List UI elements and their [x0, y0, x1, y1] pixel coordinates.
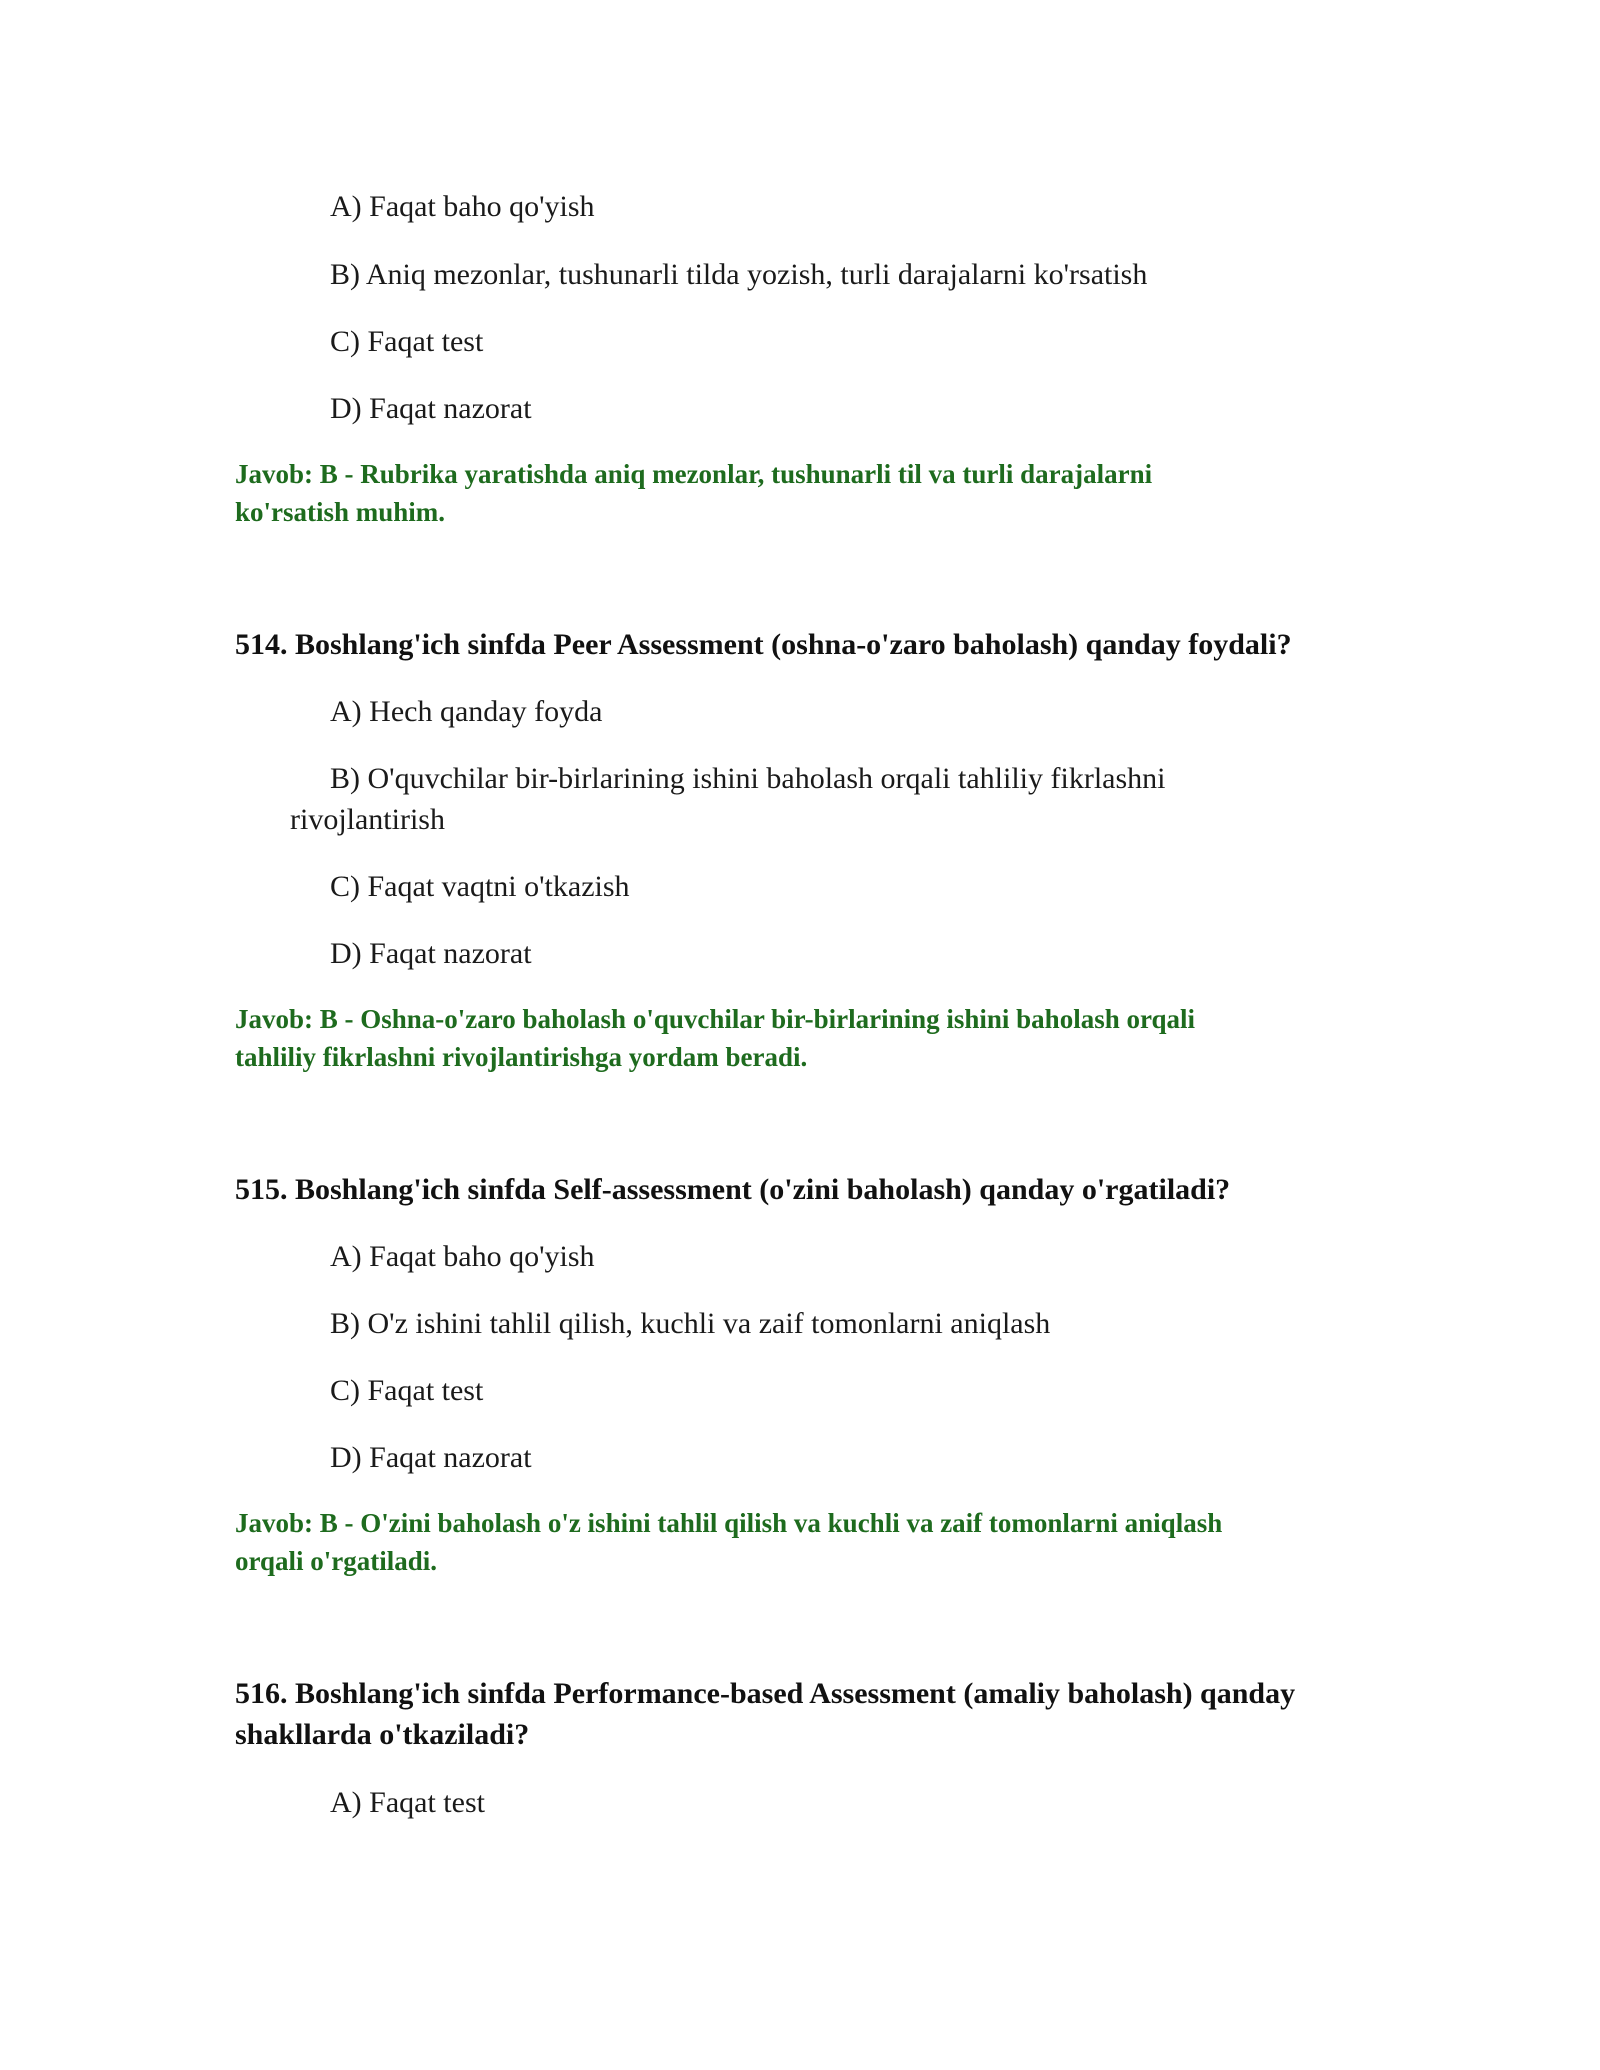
option-a-516: A) Faqat test	[330, 1786, 485, 1819]
answer-514	[235, 1000, 1365, 1076]
option-c-514: C) Faqat vaqtni o'tkazish	[330, 870, 630, 903]
option-d-514: D) Faqat nazorat	[330, 937, 532, 970]
option-a-515: A) Faqat baho qo'yish	[330, 1240, 595, 1273]
option-c-515: C) Faqat test	[330, 1374, 484, 1407]
answer-514-line2: tahliliy fikrlashni rivojlantirishga yordam beradi.	[235, 1042, 808, 1072]
option-a-513: A) Faqat baho qo'yish	[330, 190, 595, 223]
question-514: 514. Boshlang'ich sinfda Peer Assessment (oshna-o'zaro baholash) qanday foydali?	[235, 628, 1292, 661]
answer-513-line1: Javob: B - Rubrika yaratishda aniq mezonlar, tushunarli til va turli darajalarni	[235, 459, 1153, 489]
option-d-513: D) Faqat nazorat	[330, 392, 532, 425]
question-516-line2: shakllarda o'tkaziladi?	[235, 1718, 530, 1751]
answer-513-line2: ko'rsatish muhim.	[235, 497, 446, 527]
answer-513	[235, 455, 1365, 531]
answer-515	[235, 1504, 1365, 1580]
option-b-514: B) O'quvchilar bir-birlarining ishini baholash orqali tahliliy fikrlashni	[330, 762, 1166, 795]
option-b-514-cont: rivojlantirish	[290, 803, 445, 836]
option-c-513: C) Faqat test	[330, 325, 484, 358]
answer-515-line1: Javob: B - O'zini baholash o'z ishini tahlil qilish va kuchli va zaif tomonlarni aniqlash	[235, 1508, 1223, 1538]
option-a-514: A) Hech qanday foyda	[330, 695, 603, 728]
question-515: 515. Boshlang'ich sinfda Self-assessment (o'zini baholash) qanday o'rgatiladi?	[235, 1173, 1231, 1206]
question-516	[235, 1673, 1365, 1755]
answer-514-line1: Javob: B - Oshna-o'zaro baholash o'quvchilar bir-birlarining ishini baholash orqali	[235, 1004, 1195, 1034]
option-d-515: D) Faqat nazorat	[330, 1441, 532, 1474]
option-b-515: B) O'z ishini tahlil qilish, kuchli va zaif tomonlarni aniqlash	[330, 1307, 1051, 1340]
question-516-line1: 516. Boshlang'ich sinfda Performance-based Assessment (amaliy baholash) qanday	[235, 1677, 1296, 1710]
answer-515-line2: orqali o'rgatiladi.	[235, 1546, 438, 1576]
option-b-513: B) Aniq mezonlar, tushunarli tilda yozish, turli darajalarni ko'rsatish	[330, 258, 1148, 291]
